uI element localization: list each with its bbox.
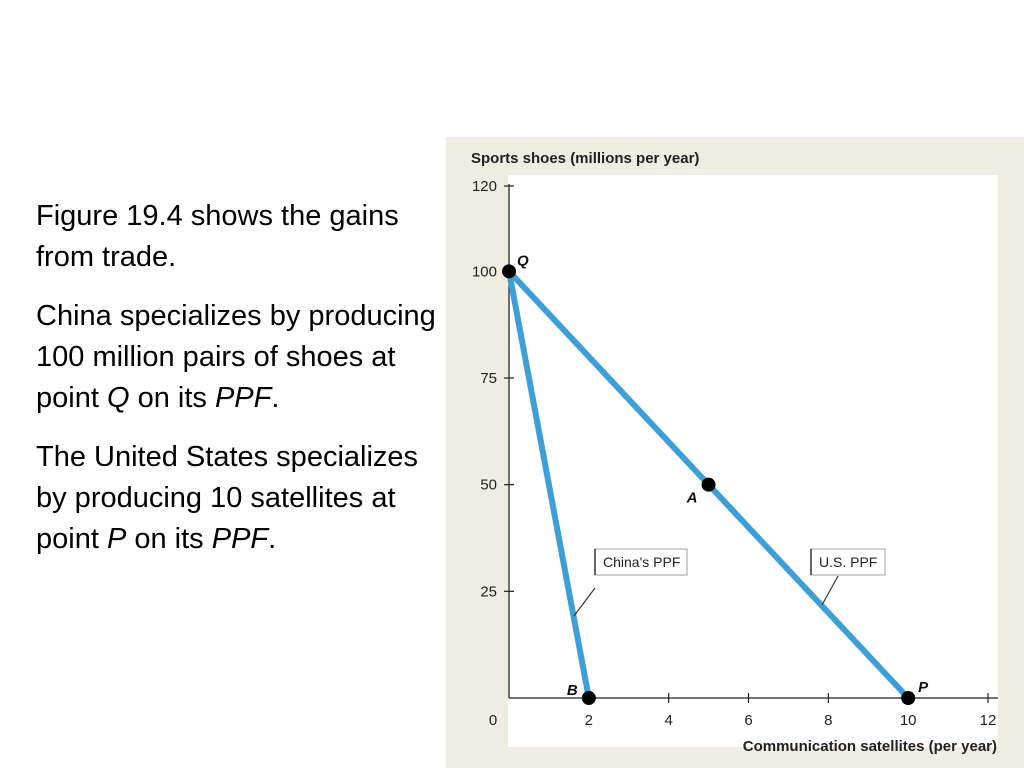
y-axis-title: Sports shoes (millions per year) xyxy=(471,150,700,167)
y-tick-label: 100 xyxy=(471,263,497,281)
paragraph-intro xyxy=(36,196,446,278)
x-tick-label: 8 xyxy=(824,712,833,729)
x-tick-label: 12 xyxy=(979,712,997,729)
point-p xyxy=(901,691,915,705)
china-text-b: on its xyxy=(129,382,215,414)
y-tick-label: 50 xyxy=(480,476,497,494)
point-q xyxy=(502,264,516,278)
y-tick-label: 75 xyxy=(480,370,497,387)
ppf-chart xyxy=(446,137,1024,768)
x-tick-label: 10 xyxy=(899,712,917,729)
china-text-a: China specializes by producing 100 million pairs of shoes at point xyxy=(36,300,436,414)
x-tick-label: 0 xyxy=(488,712,498,729)
china-text-c: . xyxy=(271,382,280,414)
y-tick-label: 25 xyxy=(480,583,497,601)
chart-panel xyxy=(446,137,1024,768)
point-q-ref: Q xyxy=(106,382,130,414)
y-tick-label: 120 xyxy=(471,178,497,195)
x-tick-label: 2 xyxy=(584,712,594,729)
us-text-c: . xyxy=(268,523,277,555)
us-ppf-label-text: U.S. PPF xyxy=(819,554,878,570)
point-b xyxy=(582,691,596,705)
paragraph-us xyxy=(36,437,446,560)
intro-text: Figure 19.4 shows the gains from trade. xyxy=(36,200,399,273)
ppf-ref-china: PPF xyxy=(214,382,272,414)
x-axis-title: Communication satellites (per year) xyxy=(742,738,997,755)
us-text-a: The United States specializes by producing 10 satellites at point xyxy=(36,441,419,555)
paragraph-china xyxy=(36,296,446,419)
point-p-ref: P xyxy=(106,523,127,555)
ppf-ref-us: PPF xyxy=(211,523,269,555)
us-text-b: on its xyxy=(126,523,212,555)
point-a xyxy=(702,478,716,492)
x-tick-label: 6 xyxy=(744,712,753,729)
point-label-a: A xyxy=(686,489,698,507)
x-tick-label: 4 xyxy=(664,712,673,729)
slide-text xyxy=(36,196,446,578)
point-label-b: B xyxy=(566,682,578,699)
china-ppf-label-text: China's PPF xyxy=(603,554,681,570)
point-label-p: P xyxy=(918,679,929,696)
point-label-q: Q xyxy=(517,252,529,270)
